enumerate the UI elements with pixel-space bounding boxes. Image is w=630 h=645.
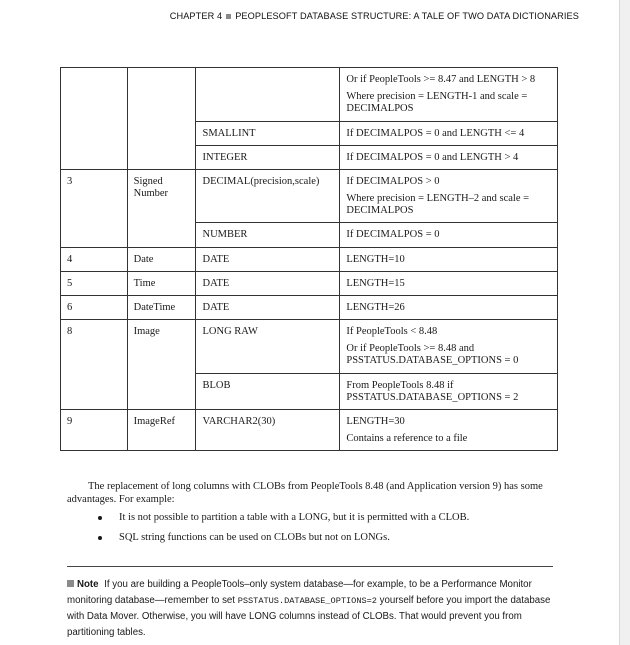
table-row [61, 169, 558, 223]
bullet-text: SQL string functions can be used on CLOBs but not on LONGs. [119, 532, 390, 543]
chapter-title: PEOPLESOFT DATABASE STRUCTURE: A TALE OF TWO DATA DICTIONARIES [235, 11, 579, 21]
type-number-cell: 8 [61, 320, 128, 410]
type-name-cell: Time [127, 271, 196, 295]
oracle-type-cell: LONG RAW [196, 320, 340, 374]
table-row [61, 295, 558, 319]
bullet-list [98, 511, 558, 551]
note-text: If you are building a PeopleTools–only system database—for example, to be a Performance Monitor monitoring database—remember to set [67, 579, 532, 606]
condition-cell [340, 169, 558, 223]
type-number-cell [61, 68, 128, 170]
oracle-type-cell: DATE [196, 295, 340, 319]
bullet-icon [98, 516, 102, 520]
bullet-text: It is not possible to partition a table with a LONG, but it is permitted with a CLOB. [119, 512, 470, 523]
condition-text: If DECIMALPOS = 0 and LENGTH > 4 [346, 151, 519, 163]
condition-text: Contains a reference to a file [346, 433, 468, 445]
condition-text: If DECIMALPOS > 0 [346, 175, 440, 187]
table-row [61, 320, 558, 374]
data-type-table [60, 67, 558, 451]
condition-text: LENGTH=30 [346, 415, 405, 427]
oracle-type-cell: DECIMAL(precision,scale) [196, 169, 340, 223]
oracle-type-cell: DATE [196, 271, 340, 295]
type-number-cell: 5 [61, 271, 128, 295]
condition-text: Where precision = LENGTH–2 and scale = DECIMALPOS [346, 193, 530, 217]
condition-cell [340, 223, 558, 247]
table-row [61, 68, 558, 122]
condition-cell [340, 271, 558, 295]
condition-text: Where precision = LENGTH-1 and scale = DECIMALPOS [346, 91, 528, 115]
condition-text: LENGTH=26 [346, 301, 405, 313]
oracle-type-cell: INTEGER [196, 145, 340, 169]
list-item [98, 531, 558, 544]
condition-text: If DECIMALPOS = 0 and LENGTH <= 4 [346, 127, 525, 139]
list-item [98, 511, 558, 524]
type-name-cell: Date [127, 247, 196, 271]
condition-cell [340, 320, 558, 374]
header-separator-icon [226, 14, 231, 19]
bullet-icon [98, 536, 102, 540]
note-divider [67, 566, 553, 567]
table-row [61, 247, 558, 271]
condition-cell [340, 247, 558, 271]
condition-text: LENGTH=15 [346, 277, 405, 289]
condition-cell [340, 68, 558, 122]
oracle-type-cell [196, 68, 340, 122]
condition-cell [340, 409, 558, 450]
type-name-cell: Image [127, 320, 196, 410]
table-row [61, 271, 558, 295]
note-square-icon [67, 580, 74, 587]
note-text: yourself before you import the database with Data Mover. Otherwise, you will have LONG columns instead of CLOBs. That would prevent you from partitioning tables. [67, 595, 551, 638]
oracle-type-cell: VARCHAR2(30) [196, 409, 340, 450]
table-row [61, 409, 558, 450]
condition-cell [340, 145, 558, 169]
type-number-cell: 9 [61, 409, 128, 450]
condition-text: If PeopleTools < 8.48 [346, 326, 438, 338]
condition-cell [340, 295, 558, 319]
note-code: PSSTATUS.DATABASE_OPTIONS=2 [237, 596, 377, 606]
oracle-type-cell: SMALLINT [196, 121, 340, 145]
type-name-cell [127, 68, 196, 170]
type-name-cell: DateTime [127, 295, 196, 319]
oracle-type-cell: DATE [196, 247, 340, 271]
note-box [67, 577, 557, 641]
type-number-cell: 4 [61, 247, 128, 271]
page-edge [619, 0, 630, 645]
condition-cell [340, 121, 558, 145]
condition-text: Or if PeopleTools >= 8.48 and PSSTATUS.DATABASE_OPTIONS = 0 [346, 343, 519, 367]
condition-text: Or if PeopleTools >= 8.47 and LENGTH > 8 [346, 74, 536, 85]
body-paragraph: The replacement of long columns with CLOBs from PeopleTools 8.48 (and Application version 9) has some advantages. For example: [67, 481, 543, 505]
note-label: Note [77, 579, 99, 590]
running-header [170, 11, 579, 21]
condition-text: LENGTH=10 [346, 253, 405, 265]
condition-text: If DECIMALPOS = 0 [346, 229, 440, 241]
type-name-cell: Signed Number [127, 169, 196, 247]
oracle-type-cell: BLOB [196, 373, 340, 409]
type-number-cell: 6 [61, 295, 128, 319]
chapter-label: CHAPTER 4 [169, 11, 223, 21]
type-name-cell: ImageRef [127, 409, 196, 450]
type-number-cell: 3 [61, 169, 128, 247]
condition-text: From PeopleTools 8.48 if PSSTATUS.DATABASE_OPTIONS = 2 [346, 379, 519, 403]
oracle-type-cell: NUMBER [196, 223, 340, 247]
condition-cell [340, 373, 558, 409]
